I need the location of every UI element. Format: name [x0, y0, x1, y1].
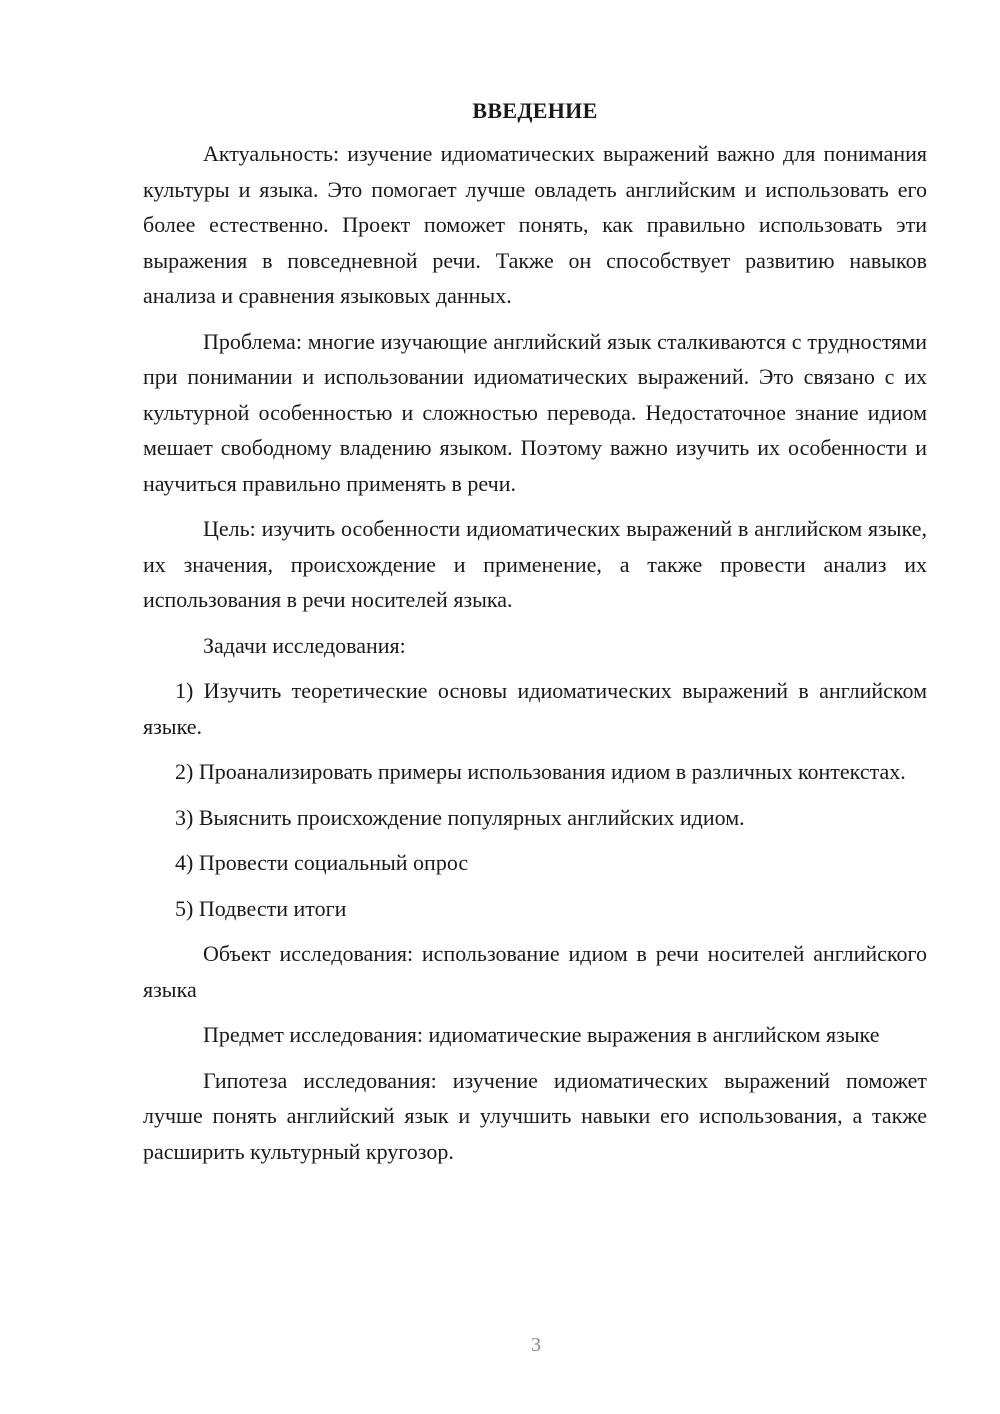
paragraph-problem: Проблема: многие изучающие английский язык сталкиваются с трудностями при понимании и использовании идиоматических выражений. Это связано с их культурной особенностью и сложностью перевода. Недостаточное знание идиом мешает свободному владению языком. Поэтому важно изучить их особенности и научиться правильно применять в речи. [143, 328, 927, 496]
task-item-3: 3) Выяснить происхождение популярных английских идиом. [175, 804, 745, 830]
paragraph-subject: Предмет исследования: идиоматические выражения в английском языке [203, 1022, 880, 1047]
tasks-heading: Задачи исследования: [203, 632, 406, 658]
page-content [143, 94, 927, 1179]
paragraph-relevance: Актуальность: изучение идиоматических выражений важно для понимания культуры и языка. Это помогает лучше овладеть английским и использовать его более естественно. Проект поможет понять, как правильно использовать эти выражения в повседневной речи. Также он способствует развитию навыков анализа и сравнения языковых данных. [143, 141, 927, 308]
task-item-5: 5) Подвести итоги [175, 895, 347, 921]
task-item-1: 1) Изучить теоретические основы идиоматических выражений в английском языке. [143, 678, 927, 739]
paragraph-goal: Цель: изучить особенности идиоматических выражений в английском языке, их значения, происхождение и применение, а также провести анализ их использования в речи носителей языка. [143, 516, 927, 612]
paragraph-hypothesis: Гипотеза исследования: изучение идиоматических выражений поможет лучше понять английский язык и улучшить навыки его использования, а также расширить культурный кругозор. [143, 1067, 927, 1164]
task-item-2: 2) Проанализировать примеры использования идиом в различных контекстах. [175, 759, 906, 784]
paragraph-object: Объект исследования: использование идиом в речи носителей английского языка [143, 941, 927, 1002]
page-number: 3 [531, 1334, 541, 1356]
task-item-4: 4) Провести социальный опрос [175, 850, 469, 875]
section-title: ВВЕДЕНИЕ [472, 98, 598, 123]
